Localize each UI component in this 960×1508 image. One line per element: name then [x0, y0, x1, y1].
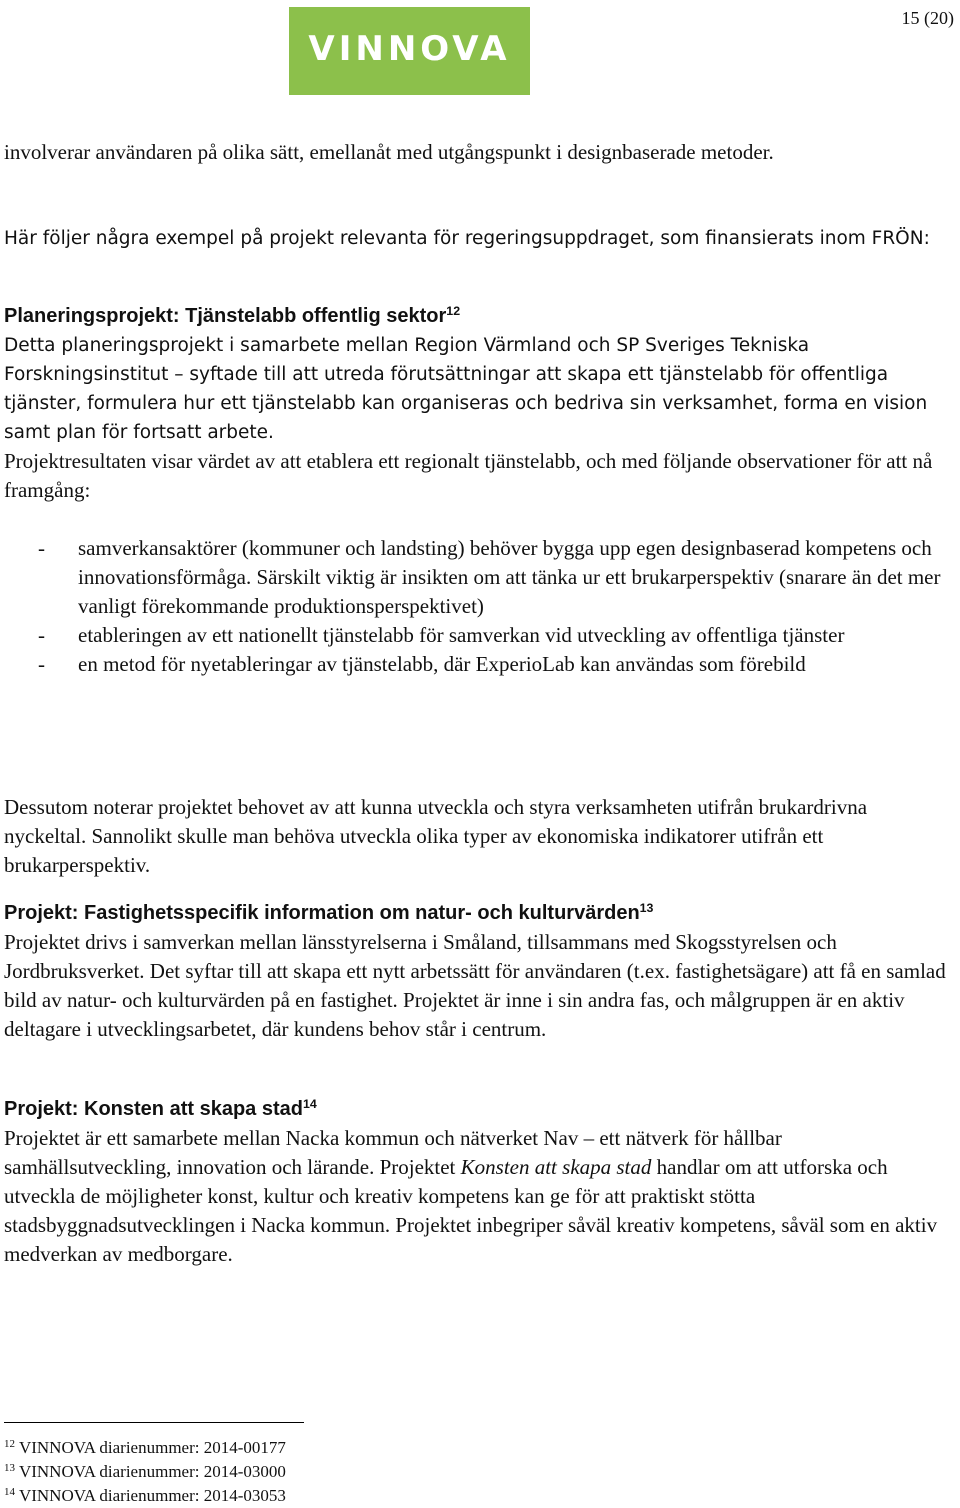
footnote: $^{12}$ VINNOVA diarienummer: 2014-00177: [4, 1438, 286, 1457]
footnote: $^{14}$ VINNOVA diarienummer: 2014-03053: [4, 1486, 286, 1505]
footnotes: [4, 1436, 286, 1508]
page-number: 15 (20): [901, 8, 954, 28]
logo-text: VINNOVA: [308, 29, 511, 69]
list-item: - en metod för nyetableringar av tjänstelabb, där ExperioLab kan användas som förebild: [38, 652, 806, 676]
section-konsten: [4, 1095, 954, 1269]
intro-paragraph-1: involverar användaren på olika sätt, emellanåt med utgångspunkt i designbaserade metoder.: [4, 140, 774, 164]
section-planeringsprojekt: [4, 302, 954, 505]
footnote-ref: 12: [446, 304, 461, 319]
section-heading: Projekt: Konsten att skapa stad$^{14}$: [4, 1097, 317, 1120]
section-heading: Planeringsprojekt: Tjänstelabb offentlig sektor$^{12}$: [4, 304, 461, 327]
section-closing: Dessutom noterar projektet behovet av att kunna utveckla och styra verksamheten utifrån brukardrivna nyckeltal. Sannolikt skulle man behöva utveckla olika typer av ekonomiska indikatorer utifrån ett brukarperspektiv.: [4, 795, 868, 877]
list-item: - etableringen av ett nationellt tjänstelabb för samverkan vid utveckling av offentliga tjänster: [38, 623, 845, 647]
section-fastighetsspecifik: [4, 899, 954, 1044]
footnote-divider: [4, 1422, 304, 1423]
observation-list: [4, 534, 954, 679]
section-results: Projektresultaten visar värdet av att etablera ett regionalt tjänstelabb, och med följande observationer för att nå framgång:: [4, 449, 933, 502]
footnote-ref: 14: [302, 1097, 317, 1112]
section-body: Detta planeringsprojekt i samarbete mellan Region Värmland och SP Sveriges Tekniska Forskningsinstitut – syftade till att utreda förutsättningar att skapa ett tjänstelabb för offentliga tjänster, formulera hur ett tjänstelabb kan organiseras och bedriva sin verksamhet, forma en vision samt plan för fortsatt arbete.: [4, 335, 928, 443]
vinnova-logo: [289, 7, 530, 95]
section-heading: Projekt: Fastighetsspecifik information om natur- och kulturvärden$^{13}$: [4, 901, 654, 924]
section-body: Projektet drivs i samverkan mellan länsstyrelserna i Småland, tillsammans med Skogsstyrelsen och Jordbruksverket. Det syftar till att skapa ett nytt arbetssätt för användaren (t.ex. fastighetsägare) att få en samlad bild av natur- och kulturvärden på en fastighet. Projektet är inne i sin andra fas, och målgruppen är en aktiv deltagare i utvecklingsarbetet, där kundens behov står i centrum.: [4, 930, 946, 1041]
footnote-ref: 13: [639, 901, 654, 916]
intro-paragraph-2: Här följer några exempel på projekt relevanta för regeringsuppdraget, som finansierats inom FRÖN:: [4, 228, 930, 249]
project-title-italic: Konsten att skapa stad: [460, 1155, 652, 1179]
footnote: $^{13}$ VINNOVA diarienummer: 2014-03000: [4, 1462, 286, 1481]
section-body: Projektet är ett samarbete mellan Nacka kommun och nätverket Nav – ett nätverk för hållbar samhällsutveckling, innovation och lärande. Projektet Konsten att skapa stad handlar om att utforska och utveckla de möjligheter konst, kultur och kreativ kompetens kan ge för att praktiskt stötta stadsbyggnadsutvecklingen i Nacka kommun. Projektet inbegriper såväl kreativ kompetens, såväl som en aktiv medverkan av medborgare.: [4, 1126, 938, 1266]
list-item: - samverkansaktörer (kommuner och landsting) behöver bygga upp egen designbaserad kompetens och innovationsförmåga. Särskilt viktig är insikten om att tänka ur ett brukarperspektiv (snarare än det mer vanligt förekommande produktionsperspektivet): [38, 536, 941, 618]
